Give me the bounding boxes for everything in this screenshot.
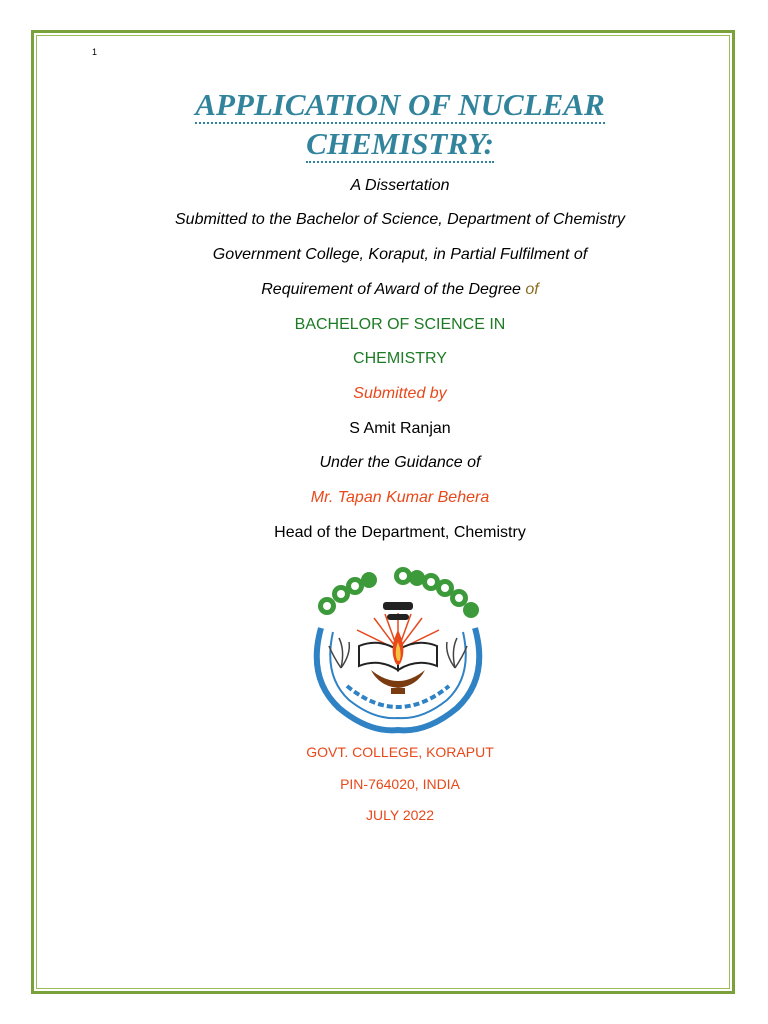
page-number: 1	[92, 47, 98, 57]
requirement-text: Requirement of Award of the Degree	[261, 281, 521, 298]
college-line: Government College, Koraput, in Partial Fulfilment of	[212, 246, 588, 263]
degree-line-2: CHEMISTRY	[353, 350, 447, 367]
title-line-1: APPLICATION OF NUCLEAR	[195, 87, 605, 122]
student-name: S Amit Ranjan	[349, 420, 451, 437]
footer-pin: PIN-764020, INDIA	[340, 776, 460, 792]
requirement-of: of	[525, 281, 539, 298]
submitted-to-line: Submitted to the Bachelor of Science, Department of Chemistry	[175, 211, 625, 228]
footer-date: JULY 2022	[366, 807, 434, 823]
requirement-line	[80, 280, 720, 300]
page-border	[31, 30, 735, 994]
title-line-2: CHEMISTRY:	[306, 126, 494, 161]
dissertation-label: A Dissertation	[350, 177, 450, 194]
footer-college: GOVT. COLLEGE, KORAPUT	[306, 744, 494, 760]
guide-title: Head of the Department, Chemistry	[274, 524, 526, 541]
degree-line-1: BACHELOR OF SCIENCE IN	[294, 316, 506, 333]
guidance-label: Under the Guidance of	[319, 454, 481, 471]
college-seal-logo	[299, 558, 497, 736]
guide-name: Mr. Tapan Kumar Behera	[310, 489, 490, 506]
submitted-by-label: Submitted by	[353, 385, 447, 402]
